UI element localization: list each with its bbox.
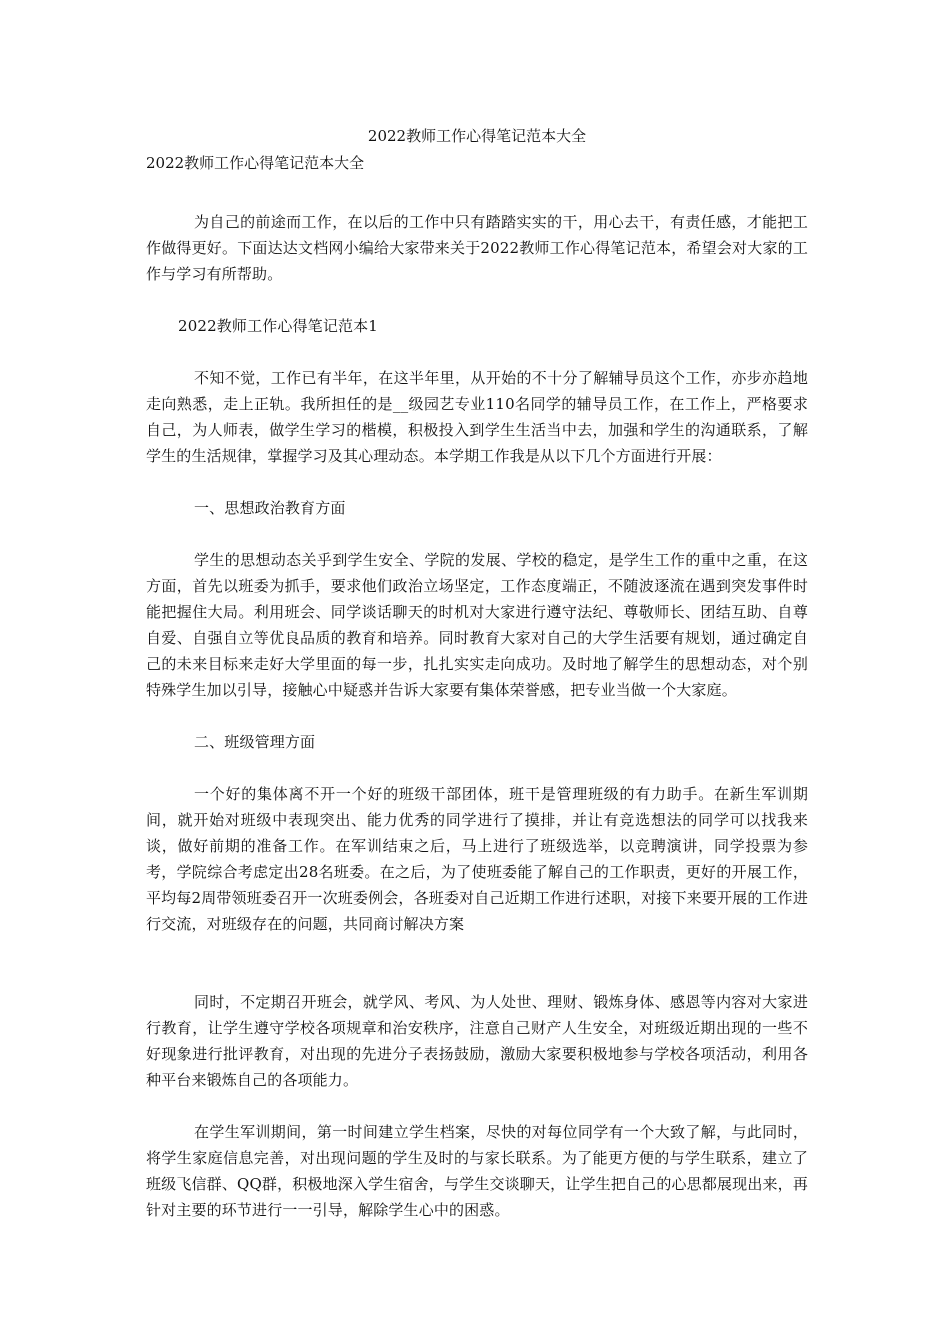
document-title: 2022教师工作心得笔记范本大全 [367, 127, 587, 145]
paragraph-3: 一个好的集体离不开一个好的班级干部团体，班干是管理班级的有力助手。在新生军训期间，就开始对班级中表现突出、能力优秀的同学进行了摸排，并让有竞选想法的同学可以找我来谈，做好前期的准备工作。在军训结束之后，马上进行了班级选举，以竞聘演讲，同学投票为参考，学院综合考虑定出28名班委。在之后，为了使班委能了解自己的工作职责，更好的开展工作，平均每2周带领班委召开一次班委例会，各班委对自己近期工作进行述职，对接下来要开展的工作进行交流，对班级存在的问题，共同商讨解决方案 [146, 785, 808, 933]
paragraph-1: 不知不觉，工作已有半年，在这半年里，从开始的不十分了解辅导员这个工作，亦步亦趋地走向熟悉，走上正轨。我所担任的是__级园艺专业110名同学的辅导员工作，在工作上，严格要求自己，为人师表，做学生学习的楷模，积极投入到学生生活当中去，加强和学生的沟通联系，了解学生的生活规律，掌握学习及其心理动态。本学期工作我是从以下几个方面进行开展： [146, 369, 808, 465]
heading-class-management: 二、班级管理方面 [194, 733, 316, 751]
paragraph-2: 学生的思想动态关乎到学生安全、学院的发展、学校的稳定，是学生工作的重中之重，在这方面，首先以班委为抓手，要求他们政治立场坚定，工作态度端正，不随波逐流在遇到突发事件时能把握住大局。利用班会、同学谈话聊天的时机对大家进行遵守法纪、尊敬师长、团结互助、自尊自爱、自强自立等优良品质的教育和培养。同时教育大家对自己的大学生活要有规划，通过确定自己的未来目标来走好大学里面的每一步，扎扎实实走向成功。及时地了解学生的思想动态，对个别特殊学生加以引导，接触心中疑惑并告诉大家要有集体荣誉感，把专业当做一个大家庭。 [146, 551, 808, 699]
document-subtitle: 2022教师工作心得笔记范本大全 [146, 154, 365, 172]
paragraph-4: 同时，不定期召开班会，就学风、考风、为人处世、理财、锻炼身体、感恩等内容对大家进行教育，让学生遵守学校各项规章和治安秩序，注意自己财产人生安全，对班级近期出现的一些不好现象进行批评教育，对出现的先进分子表扬鼓励，激励大家要积极地参与学校各项活动，利用各种平台来锻炼自己的各项能力。 [146, 993, 808, 1089]
paragraph-5: 在学生军训期间，第一时间建立学生档案，尽快的对每位同学有一个大致了解，与此同时，将学生家庭信息完善，对出现问题的学生及时的与家长联系。为了能更方便的与学生联系，建立了班级飞信群、QQ群，积极地深入学生宿舍，与学生交谈聊天，让学生把自己的心思都展现出来，再针对主要的环节进行一一引导，解除学生心中的困惑。 [146, 1123, 808, 1219]
heading-political-education: 一、思想政治教育方面 [194, 499, 346, 517]
document-body [146, 124, 808, 1223]
section-title: 2022教师工作心得笔记范本1 [178, 317, 378, 335]
intro-paragraph: 为自己的前途而工作，在以后的工作中只有踏踏实实的干，用心去干，有责任感，才能把工作做得更好。下面达达文档网小编给大家带来关于2022教师工作心得笔记范本，希望会对大家的工作与学习有所帮助。 [146, 213, 808, 283]
